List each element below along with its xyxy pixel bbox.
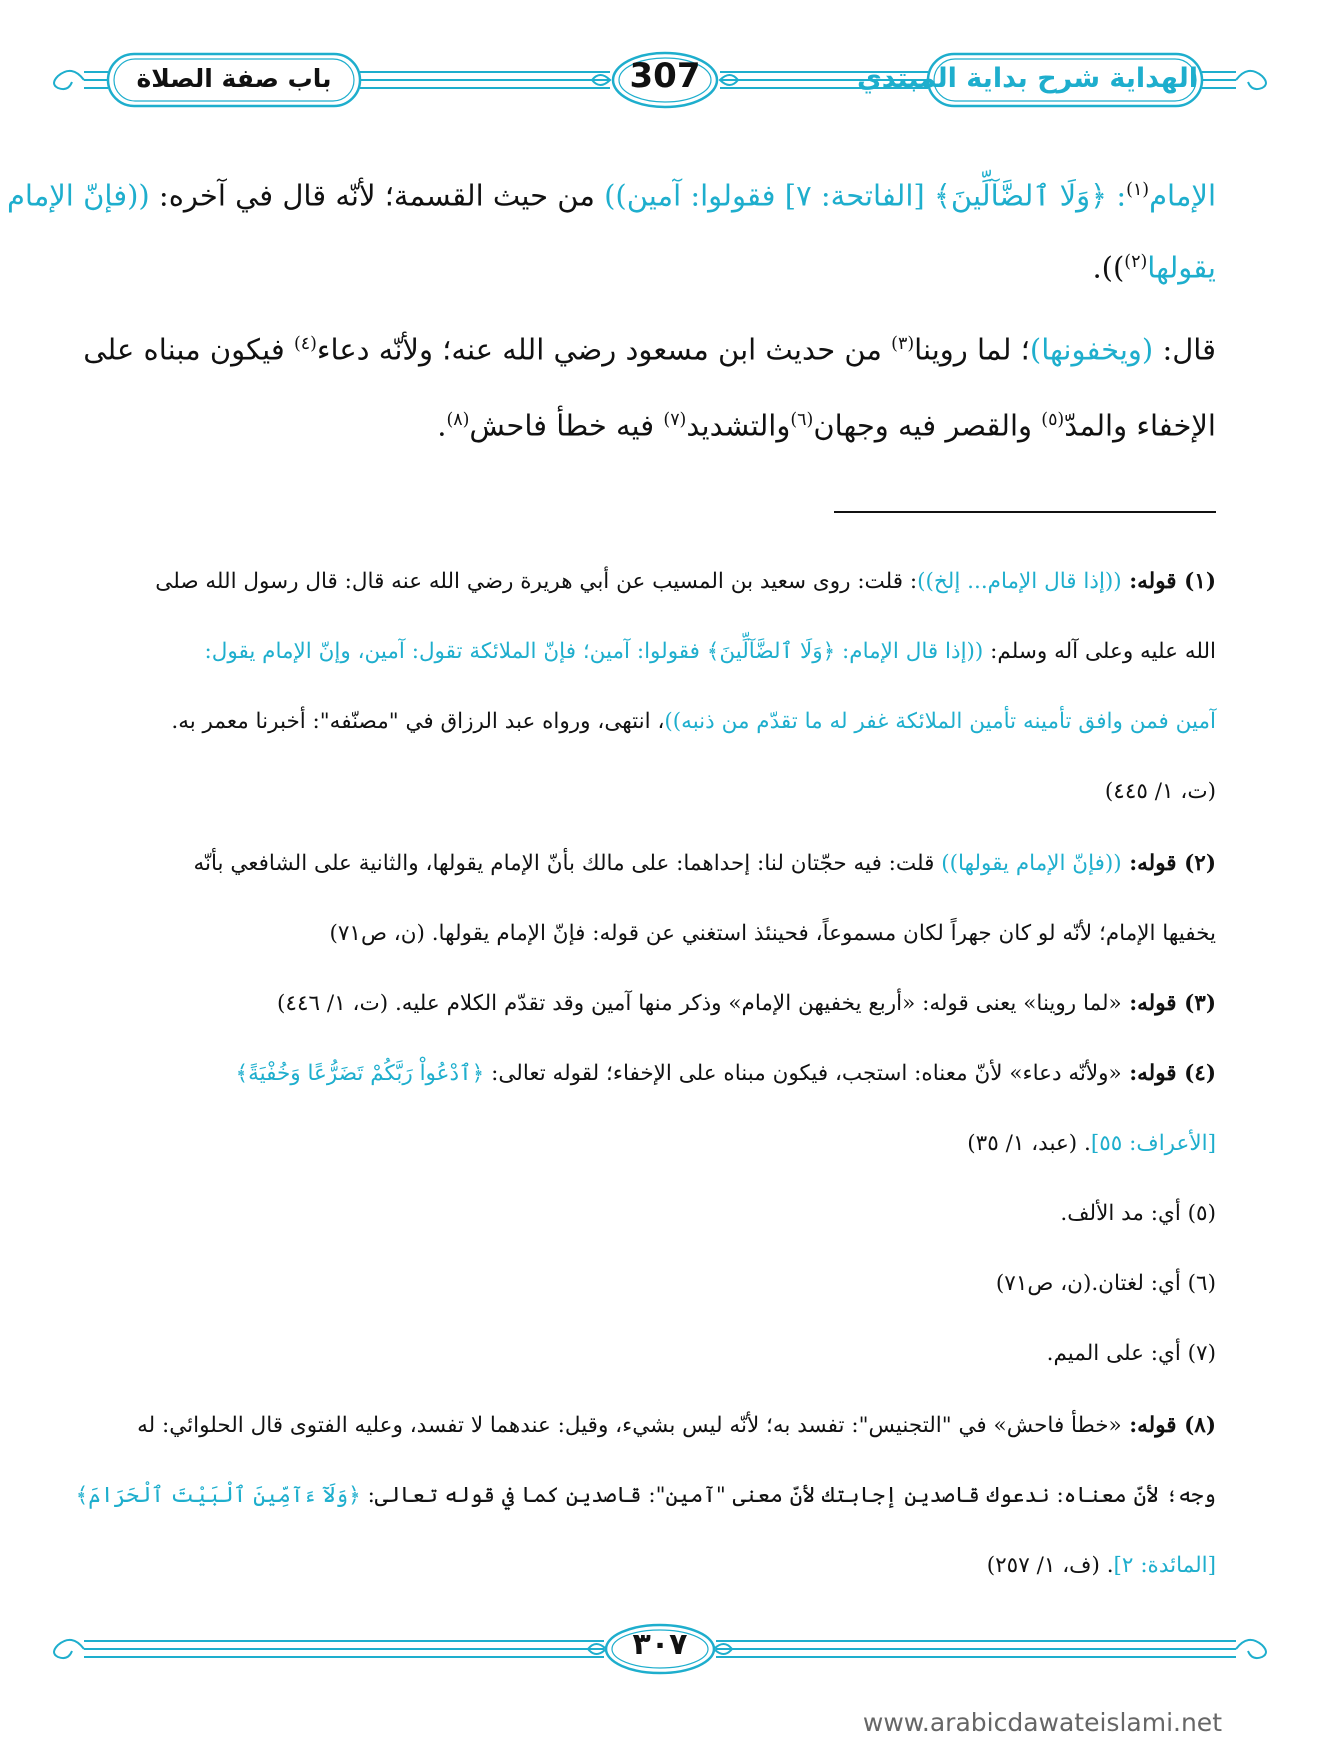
text-run: والتشديد (686, 408, 791, 443)
text-run: )). (1092, 250, 1125, 285)
footnote-line (104, 988, 1216, 1020)
footnote-line (104, 918, 1216, 950)
text-run: ((فإنّ الإمام (6, 178, 150, 213)
text-run: (ت، ١/ ٤٤٥) (1104, 779, 1216, 804)
text-run: ، انتهى، ورواه عبد الرزاق في "مصنّفه": أخبرنا معمر به. (171, 709, 665, 734)
text-run: [الفاتحة: ٧] (775, 178, 925, 213)
footnote-reference: (٢) (1124, 252, 1148, 272)
website-link[interactable]: www.arabicdawateislami.net (862, 1708, 1222, 1737)
text-run: (٤) قوله: (1121, 1061, 1216, 1086)
text-run: (٥) أي: مد الألف. (1060, 1201, 1216, 1226)
header-page-number: 307 (629, 56, 701, 96)
text-run: ((إذا قال الإمام: ﴿وَلَا ٱلضَّآلِّينَ﴾ فقولوا: آمين؛ فإنّ الملائكة تقول: آمين، وإنّ الإمام يقول: (204, 639, 984, 664)
text-run: (٧) أي: على الميم. (1046, 1341, 1216, 1366)
footnote-line (104, 1410, 1216, 1442)
footnote-reference: (٨) (446, 410, 470, 430)
text-run: ؛ لما روينا (914, 332, 1030, 367)
main-text-line (104, 400, 1216, 446)
text-run: . (437, 408, 447, 443)
text-run: فقولوا: آمين)) (604, 178, 776, 213)
footnote-reference: (٣) (891, 334, 915, 354)
footnote-reference: (٤) (293, 334, 317, 354)
footnote-line (104, 1198, 1216, 1230)
text-run: قال: (1153, 332, 1216, 367)
footnote-line (75, 1480, 1216, 1512)
main-text-line (104, 242, 1216, 288)
text-run: ((فإنّ الإمام يقولها)) (941, 851, 1122, 876)
text-run: : قلت: روى سعيد بن المسيب عن أبي هريرة رضي الله عنه قال: قال رسول الله صلى (155, 569, 918, 594)
text-run: . (ف، ١/ ٢٥٧) (986, 1553, 1114, 1578)
footnote-line (104, 566, 1216, 598)
page-header (44, 48, 1276, 112)
text-run: «خطأ فاحش» في "التجنيس": تفسد به؛ لأنّه ليس بشيء، وقيل: عندهما لا تفسد، وعليه الفتوى قال الحلوائي: له (137, 1413, 1122, 1438)
text-run: . (عبد، ١/ ٣٥) (967, 1131, 1091, 1156)
page-footer (44, 1617, 1276, 1681)
text-run: (٨) قوله: (1121, 1413, 1216, 1438)
footer-page-number: ٣٠٧ (632, 1627, 688, 1662)
text-run: (٣) قوله: (1121, 991, 1216, 1016)
footnote-reference: (٥) (1041, 410, 1065, 430)
text-run: (ويخفونها) (1029, 332, 1154, 367)
text-run: (٢) قوله: (1121, 851, 1216, 876)
footnote-line (104, 636, 1216, 668)
footnote-line (104, 1550, 1216, 1582)
footnote-reference: (١) (1126, 180, 1150, 200)
main-text-line (6, 170, 1216, 216)
text-run: والقصر فيه وجهان (813, 408, 1042, 443)
text-run: [المائدة: ٢] (1113, 1553, 1216, 1578)
text-run: من حيث القسمة؛ لأنّه قال في آخره: (149, 178, 605, 213)
text-run: يقولها (1147, 250, 1216, 285)
footnote-line (104, 776, 1216, 808)
footnote-line (104, 706, 1216, 738)
text-run: قلت: فيه حجّتان لنا: إحداهما: على مالك بأنّ الإمام يقولها، والثانية على الشافعي بأنّه (193, 851, 942, 876)
main-text-line (83, 324, 1216, 370)
text-run: : ﴿وَلَا ٱلضَّآلِّينَ﴾ (924, 178, 1127, 213)
footnote-line (104, 1128, 1216, 1160)
text-run: آمين فمن وافق تأمينه تأمين الملائكة غفر له ما تقدّم من ذنبه)) (664, 709, 1216, 734)
text-run: الإمام (1149, 178, 1216, 213)
text-run: يخفيها الإمام؛ لأنّه لو كان جهراً لكان مسموعاً، فحينئذ استغني عن قوله: فإنّ الإمام يقولها. (ن، ص٧١) (329, 921, 1216, 946)
text-run: (١) قوله: (1121, 569, 1216, 594)
text-run: ﴿ٱدْعُواْ رَبَّكُمْ تَضَرُّعًا وَخُفْيَةً﴾ (235, 1061, 485, 1086)
text-run: فيكون مبناه على (83, 332, 294, 367)
text-run: من حديث ابن مسعود رضي الله عنه؛ ولأنّه دعاء (316, 332, 892, 367)
text-run: ﴿وَلَآ ءَآمِّينَ ٱلْبَيْتَ ٱلْحَرَامَ﴾ (75, 1483, 361, 1508)
text-run: وجه؛ لأنّ معناه: ندعوك قاصدين إجابتك لأنّ معنى "آمين": قاصدين كما في قوله تعالى: (360, 1483, 1216, 1508)
book-title: الهداية شرح بداية المبتدي (857, 63, 1198, 94)
footnote-divider (834, 511, 1216, 513)
text-run: «لما روينا» يعنى قوله: «أربع يخفيهن الإمام» وذكر منها آمين وقد تقدّم الكلام عليه. (ت، ١/ ٤٤٦) (277, 991, 1122, 1016)
footnote-line (104, 1058, 1216, 1090)
text-run: «ولأنّه دعاء» لأنّ معناه: استجب، فيكون مبناه على الإخفاء؛ لقوله تعالى: (484, 1061, 1122, 1086)
chapter-title: باب صفة الصلاة (136, 64, 332, 93)
footnote-reference: (٧) (663, 410, 687, 430)
text-run: ((إذا قال الإمام... إلخ)) (917, 569, 1122, 594)
text-run: (٦) أي: لغتان.(ن، ص٧١) (995, 1271, 1216, 1296)
footnote-reference: (٦) (790, 410, 814, 430)
footnote-line (104, 1268, 1216, 1300)
text-run: فيه خطأ فاحش (469, 408, 664, 443)
text-run: [الأعراف: ٥٥] (1090, 1131, 1216, 1156)
footnote-line (104, 848, 1216, 880)
footnote-line (104, 1338, 1216, 1370)
text-run: الإخفاء والمدّ (1064, 408, 1216, 443)
text-run: الله عليه وعلى آله وسلم: (983, 639, 1216, 664)
